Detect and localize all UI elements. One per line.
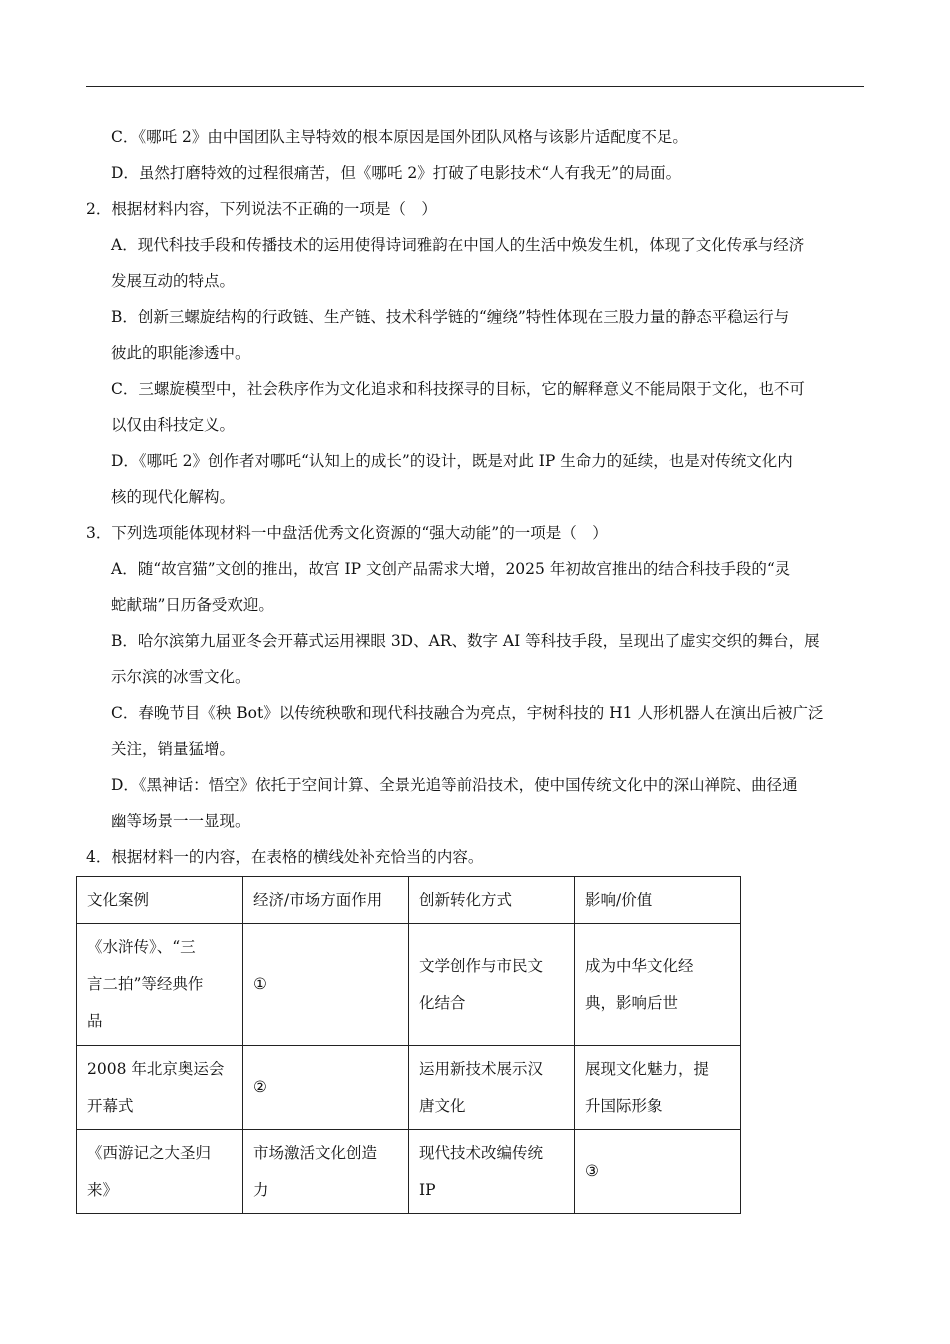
cell-line: 言二拍”等经典作 <box>87 975 204 993</box>
table-header-cell: 经济/市场方面作用 <box>243 877 409 924</box>
table-cell <box>77 1046 243 1130</box>
table-cell <box>409 1130 575 1214</box>
blank-marker: ② <box>253 1078 267 1096</box>
table-cell <box>409 924 575 1046</box>
table-row <box>77 1046 741 1130</box>
q3-option-a: A．随“故宫猫”文创的推出，故宫 IP 文创产品需求大增，2025 年初故宫推出的结合科技手段的“灵 <box>111 560 791 578</box>
cell-line: 升国际形象 <box>585 1096 663 1115</box>
table-cell <box>575 1046 741 1130</box>
table-cell <box>243 1130 409 1214</box>
q3-option-c-cont: 关注，销量猛增。 <box>111 740 236 758</box>
cell-line: 运用新技术展示汉 <box>419 1059 544 1078</box>
cell-line: 展现文化魅力，提 <box>585 1059 710 1078</box>
cell-line: IP <box>419 1180 436 1199</box>
table-cell <box>575 1130 741 1214</box>
q3-option-b: B．哈尔滨第九届亚冬会开幕式运用裸眼 3D、AR、数字 AI 等科技手段，呈现出了虚实交织的舞台，展 <box>111 632 820 650</box>
cell-line: 品 <box>87 1012 103 1030</box>
q2-option-b-cont: 彼此的职能渗透中。 <box>111 344 251 362</box>
q2-option-d: D．《哪吒 2》创作者对哪吒“认知上的成长”的设计，既是对此 IP 生命力的延续，也是对传统文化内 <box>111 452 793 470</box>
table-row <box>77 1130 741 1214</box>
table-cell <box>77 1130 243 1214</box>
option-d-text: D．虽然打磨特效的过程很痛苦，但《哪吒 2》打破了电影技术“人有我无”的局面。 <box>111 164 682 182</box>
header-rule <box>86 86 864 87</box>
q3-option-c: C．春晚节目《秧 Bot》以传统秧歌和现代科技融合为亮点，宇树科技的 H1 人形机器人在演出后被广泛 <box>111 704 824 722</box>
cell-line: 2008 年北京奥运会 <box>87 1059 225 1078</box>
cell-line: 《西游记之大圣归 <box>87 1143 212 1162</box>
q3-option-d-cont: 幽等场景一一显现。 <box>111 812 251 830</box>
cell-line: 现代技术改编传统 <box>419 1143 544 1162</box>
table-header-cell: 文化案例 <box>77 877 243 924</box>
q2-option-c-cont: 以仅由科技定义。 <box>111 416 236 434</box>
table-header-cell: 影响/价值 <box>575 877 741 924</box>
option-c-text: C．《哪吒 2》由中国团队主导特效的根本原因是国外团队风格与该影片适配度不足。 <box>111 128 688 146</box>
q3-option-a-cont: 蛇献瑞”日历备受欢迎。 <box>111 596 274 614</box>
table-header-row <box>77 877 741 924</box>
cell-line: 唐文化 <box>419 1096 466 1115</box>
blank-marker: ① <box>253 975 267 993</box>
table-cell <box>243 924 409 1046</box>
cell-line: 市场激活文化创造 <box>253 1143 378 1162</box>
q2-option-c: C．三螺旋模型中，社会秩序作为文化追求和科技探寻的目标，它的解释意义不能局限于文化，也不可 <box>111 380 805 398</box>
cell-line: 典，影响后世 <box>585 993 679 1012</box>
table-cell <box>575 924 741 1046</box>
q3-option-b-cont: 示尔滨的冰雪文化。 <box>111 668 251 686</box>
q2-option-a-cont: 发展互动的特点。 <box>111 272 236 290</box>
table-cell <box>243 1046 409 1130</box>
cell-line: 开幕式 <box>87 1096 134 1115</box>
question-2: 2．根据材料内容，下列说法不正确的一项是（ ） <box>86 200 437 218</box>
blank-marker: ③ <box>585 1162 599 1180</box>
table-row <box>77 924 741 1046</box>
cell-line: 《水浒传》、“三 <box>87 938 196 956</box>
question-3: 3．下列选项能体现材料一中盘活优秀文化资源的“强大动能”的一项是（ ） <box>86 524 608 542</box>
cell-line: 成为中华文化经 <box>585 956 694 975</box>
q3-option-d: D．《黑神话：悟空》依托于空间计算、全景光追等前沿技术，使中国传统文化中的深山禅院、曲径通 <box>111 776 798 794</box>
cell-line: 化结合 <box>419 993 466 1012</box>
q2-option-b: B．创新三螺旋结构的行政链、生产链、技术科学链的“缠绕”特性体现在三股力量的静态平稳运行与 <box>111 308 790 326</box>
cell-line: 力 <box>253 1180 269 1199</box>
cell-line: 文学创作与市民文 <box>419 956 544 975</box>
cell-line: 来》 <box>87 1180 119 1199</box>
q2-option-a: A．现代科技手段和传播技术的运用使得诗词雅韵在中国人的生活中焕发生机，体现了文化传承与经济 <box>111 236 805 254</box>
table-header-cell: 创新转化方式 <box>409 877 575 924</box>
material-table <box>76 876 741 1214</box>
question-4: 4．根据材料一的内容，在表格的横线处补充恰当的内容。 <box>86 848 484 866</box>
table-cell <box>409 1046 575 1130</box>
table-cell <box>77 924 243 1046</box>
q2-option-d-cont: 核的现代化解构。 <box>111 488 236 506</box>
